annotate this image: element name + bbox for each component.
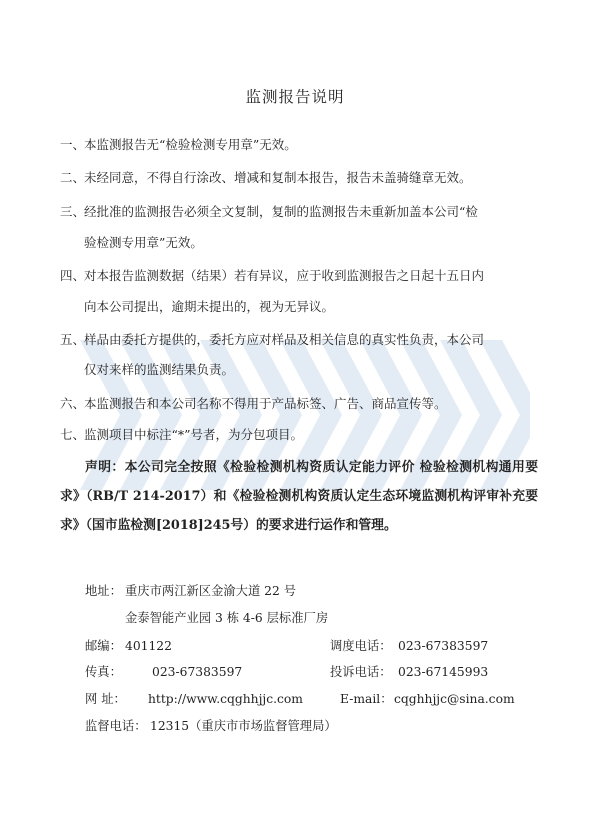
list-item [60,389,535,419]
item-text: 监测项目中标注“*”号者，为分包项目。 [84,427,304,442]
dispatch-phone-value: 023-67383597 [398,639,489,653]
complaint-phone-value: 023-67145993 [398,665,489,679]
list-item [60,420,535,450]
item-text: 验检测专用章”无效。 [84,235,203,250]
list-item [60,325,535,355]
website-link[interactable]: http://www.cqghhjjc.com [148,692,303,706]
supervision-phone-label: 监督电话： [85,719,147,733]
email-link[interactable]: cqghhjjc@sina.com [394,692,515,706]
declaration: 声明：本公司完全按照《检验检测机构资质认定能力评价 检验检测机构通用要求》（RB/T 214-2017）和《检验检测机构资质认定生态环境监测机构评审补充要求》（国市监检测[2018]245号）的要求进行运作和管理。 [60,460,538,533]
item-number: 六、 [60,396,86,411]
list-item [60,197,535,227]
address-line-2: 金泰智能产业园 3 栋 4-6 层标准厂房 [125,611,329,625]
item-number: 七、 [60,427,86,442]
item-text: 未经同意，不得自行涂改、增减和复制本报告，报告未盖骑缝章无效。 [84,170,472,185]
postcode-label: 邮编： [85,639,122,653]
item-text: 本监测报告和本公司名称不得用于产品标签、广告、商品宣传等。 [84,396,447,411]
fax-label: 传真： [85,665,122,679]
item-text: 对本报告监测数据（结果）若有异议，应于收到监测报告之日起十五日内 [84,268,485,283]
address-line-1: 重庆市两江新区金渝大道 22 号 [125,584,297,598]
list-item-continuation [60,228,535,258]
item-number: 四、 [60,268,86,283]
item-text: 向本公司提出，逾期未提出的，视为无异议。 [84,299,335,314]
fax-value: 023-67383597 [152,665,243,679]
supervision-phone-value: 12315（重庆市市场监督管理局） [150,719,337,733]
list-item-continuation [60,355,535,385]
list-item [60,261,535,291]
item-number: 一、 [60,137,86,152]
dispatch-phone-label: 调度电话： [330,639,392,653]
item-text: 本监测报告无“检验检测专用章”无效。 [84,137,297,152]
list-item [60,163,535,193]
item-number: 五、 [60,332,86,347]
postcode-value: 401122 [125,639,172,653]
address-label: 地址： [85,584,122,598]
item-text: 经批准的监测报告必须全文复制，复制的监测报告未重新加盖本公司“检 [84,204,478,219]
item-text: 仅对来样的监测结果负责。 [84,362,235,377]
email-label: E-mail： [340,692,393,706]
item-number: 二、 [60,170,86,185]
item-text: 样品由委托方提供的，委托方应对样品及相关信息的真实性负责，本公司 [84,332,485,347]
page-title: 监测报告说明 [245,88,345,106]
website-label: 网 址： [85,692,126,706]
list-item [60,130,535,160]
list-item-continuation [60,292,535,322]
item-number: 三、 [60,204,86,219]
complaint-phone-label: 投诉电话： [330,665,392,679]
